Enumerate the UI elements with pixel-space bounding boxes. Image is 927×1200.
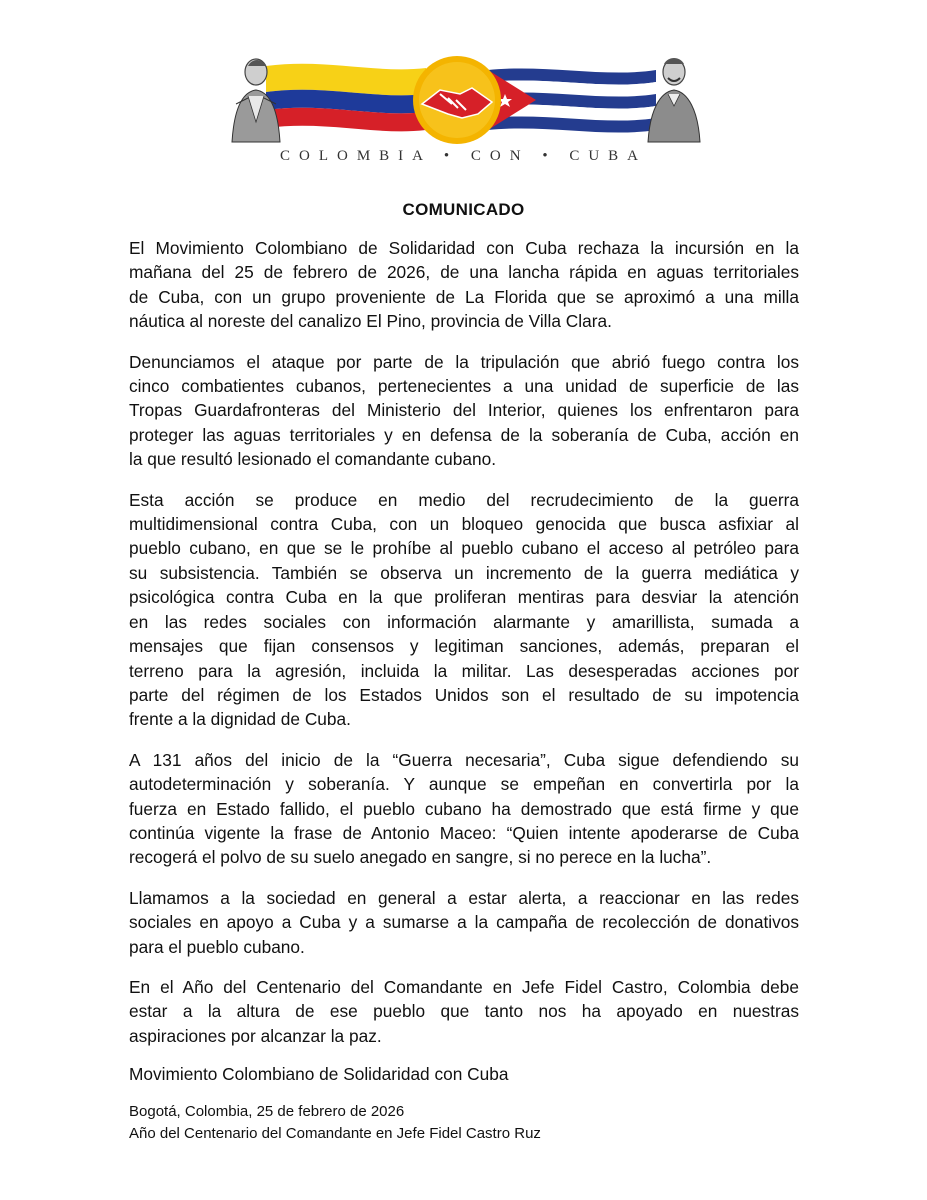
text-line: A 131 años del inicio de la “Guerra necesaria”, Cuba sigue defendiendo su [129,749,799,770]
handshake-icon [413,56,501,144]
paragraph [129,975,799,1048]
paragraph [129,748,799,870]
paragraph [129,236,799,334]
text-line: en las redes sociales con información alarmante y amarillista, sumada a [129,611,799,632]
paragraph [129,488,799,732]
text-line: multidimensional contra Cuba, con un bloqueo genocida que busca asfixiar al [129,514,799,535]
text-line: pueblo cubano, en que se le prohíbe al pueblo cubano el acceso al petróleo para [129,538,799,559]
colombia-flag-icon [266,64,426,132]
text-line: la que resultó lesionado el comandante cubano. [129,449,497,470]
text-line: cinco combatientes cubanos, pertenecientes a una unidad de superficie de las [129,376,799,397]
text-line: aspiraciones por alcanzar la paz. [129,1025,382,1046]
text-line: estar a la altura de ese pueblo que tanto nos ha apoyado en nuestras [129,1001,799,1022]
text-line: parte del régimen de los Estados Unidos son el resultado de su impotencia [129,684,799,705]
footer [129,1101,541,1145]
paragraph [129,350,799,472]
year-motto: Año del Centenario del Comandante en Jefe Fidel Castro Ruz [129,1125,541,1142]
text-line: continúa vigente la frase de Antonio Maceo: “Quien intente apoderarse de Cuba [129,822,799,843]
text-line: psicológica contra Cuba en la que proliferan mentiras para desviar la atención [129,587,799,608]
signature: Movimiento Colombiano de Solidaridad con Cuba [129,1064,509,1084]
logo-caption: COLOMBIA • CON • CUBA [279,148,648,164]
document-body [129,236,799,1064]
flags-banner [226,52,704,152]
document-title: COMUNICADO [402,200,525,219]
text-line: de Cuba, con un grupo proveniente de La Florida que se aproximó a una milla [129,286,799,307]
text-line: terreno para la agresión, incluida la militar. Las desesperadas acciones por [129,660,799,681]
text-line: mañana del 25 de febrero de 2026, de una lancha rápida en aguas territoriales [129,262,799,283]
text-line: proteger las aguas territoriales y en defensa de la soberanía de Cuba, acción en [129,424,799,445]
text-line: Denunciamos el ataque por parte de la tripulación que abrió fuego contra los [129,351,799,372]
text-line: náutica al noreste del canalizo El Pino, provincia de Villa Clara. [129,311,612,332]
text-line: recogerá el polvo de su suelo anegado en sangre, si no perece en la lucha”. [129,847,712,868]
text-line: frente a la dignidad de Cuba. [129,709,351,730]
text-line: En el Año del Centenario del Comandante en Jefe Fidel Castro, Colombia debe [129,976,799,997]
text-line: su subsistencia. También se observa un incremento de la guerra mediática y [129,562,799,583]
text-line: mensajes que fijan consensos y legitiman sanciones, además, preparan el [129,636,799,657]
text-line: para el pueblo cubano. [129,936,305,957]
text-line: fuerza en Estado fallido, el pueblo cubano ha demostrado que está firme y que [129,798,799,819]
text-line: El Movimiento Colombiano de Solidaridad con Cuba rechaza la incursión en la [129,238,799,258]
text-line: Esta acción se produce en medio del recrudecimiento de la guerra [129,489,799,510]
text-line: sociales en apoyo a Cuba y a sumarse a la campaña de recolección de donativos [129,912,799,933]
paragraph [129,886,799,959]
text-line: autodeterminación y soberanía. Y aunque se empeñan en convertirla por la [129,774,799,795]
text-line: Llamamos a la sociedad en general a estar alerta, a reaccionar en las redes [129,887,799,908]
cuba-flag-icon [488,68,656,132]
place-date: Bogotá, Colombia, 25 de febrero de 2026 [129,1103,405,1120]
text-line: Tropas Guardafronteras del Ministerio del Interior, quienes los enfrentaron para [129,400,799,421]
